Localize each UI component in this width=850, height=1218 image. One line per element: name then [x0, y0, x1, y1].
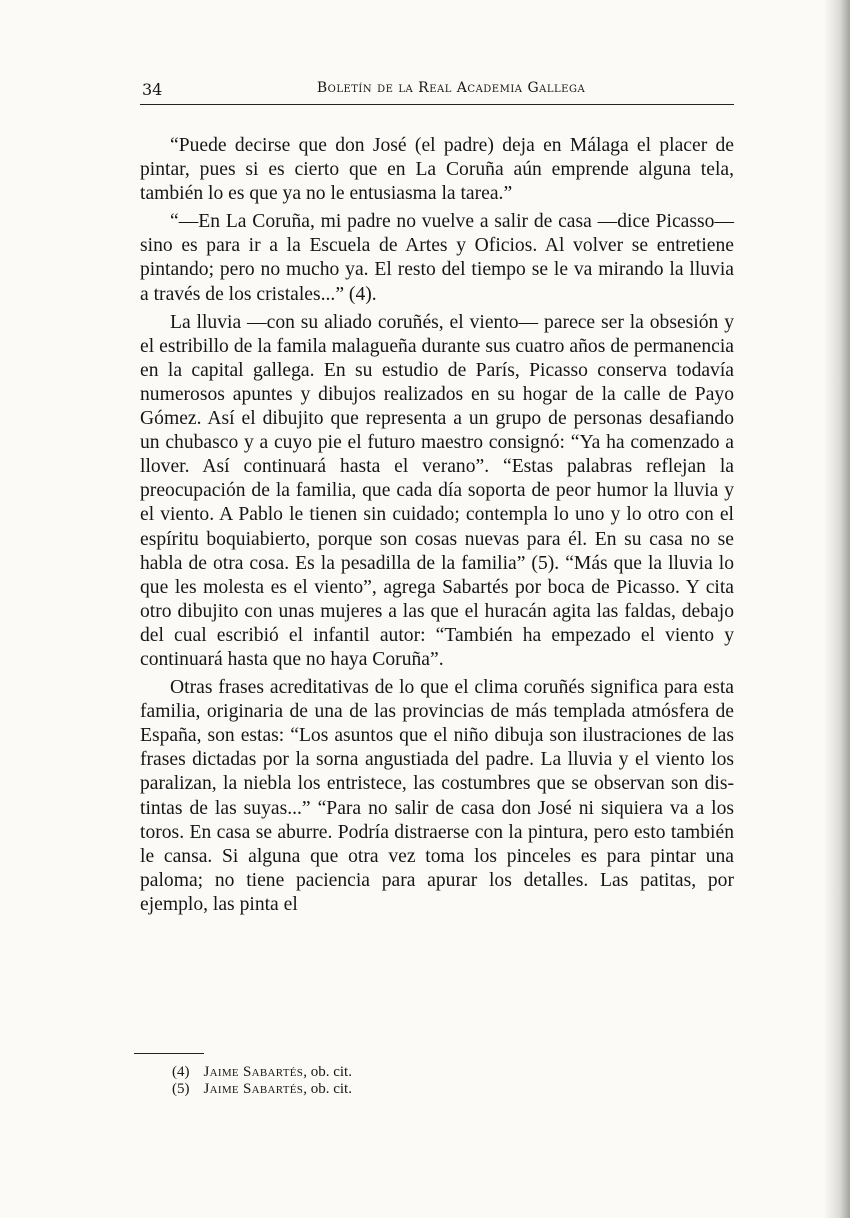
- footnote-author: Jaime Sabartés: [203, 1081, 304, 1097]
- footnote-mark: (5): [172, 1081, 190, 1097]
- footnote-ref: , ob. cit.: [303, 1081, 352, 1097]
- header-rule: [140, 104, 734, 105]
- paragraph-4: Otras frases acreditativas de lo que el clima coruñés significa para esta familia, originaria de una de las provincias de más templada atmósfera de España, son estas: “Los asuntos que el niño dibuja son ilustraciones de las frases dictadas por la sorna angustiada del padre. La lluvia y el viento los paralizan, la niebla los entristece, las costumbres que se observan son distintas de las suyas...” “Para no salir de casa don José ni siquiera va a los toros. En casa se aburre. Podría distraerse con la pintura, pero esto también le cansa. Si alguna que otra vez toma los pinceles es para pintar una paloma; no tiene paciencia para apurar los detalles. Las patitas, por ejemplo, las pinta el: [140, 677, 734, 915]
- scanned-page-edge: [824, 0, 850, 1218]
- paragraph-3: La lluvia —con su aliado coruñés, el viento— parece ser la obsesión y el estribillo de la famila malagueña durante sus cuatro años de permanencia en la capital gallega. En su estudio de París, Picasso conserva todavía numerosos apuntes y dibujos realizados en su hogar de la calle de Payo Gómez. Así el dibujito que representa a un grupo de personas desafiando un chubasco y a cuyo pie el futuro maestro consignó: “Ya ha comenzado a llover. Así continuará hasta el verano”. “Estas palabras reflejan la preocupación de la familia, que cada día soporta de peor humor la lluvia y el viento. A Pablo le tienen sin cuidado; contempla lo uno y lo otro con el espíritu boquiabierto, porque son cosas nuevas para él. En su casa no se habla de otra cosa. Es la pesadilla de la familia” (5). “Más que la lluvia lo que les molesta es el viento”, agrega Sabartés por boca de Picasso. Y cita otro dibujito con unas mujeres a las que el huracán agita las faldas, debajo del cual escribió el infantil autor: “También ha empezado el viento y continuará hasta que no haya Coruña”.: [140, 311, 734, 670]
- running-title: Boletín de la Real Academia Gallega: [316, 80, 586, 96]
- paragraph-2: “—En La Coruña, mi padre no vuelve a salir de casa —dice Picasso— sino es para ir a la Escuela de Artes y Oficios. Al volver se entretiene pintando; pero no mucho ya. El resto del tiempo se le va mirando la lluvia a través de los cristales...” (4).: [140, 211, 734, 305]
- paragraph-1: “Puede decirse que don José (el padre) deja en Málaga el placer de pintar, pues si es cierto que en La Coruña aún emprende alguna tela, también lo es que ya no le entusiasma la tarea.”: [140, 135, 734, 205]
- footnote-rule: [134, 1053, 204, 1054]
- footnote-author: Jaime Sabartés: [203, 1064, 304, 1080]
- footnote-5: [172, 1081, 352, 1098]
- page-header: [138, 78, 734, 102]
- footnotes: [172, 1064, 352, 1098]
- footnote-ref: , ob. cit.: [303, 1064, 352, 1080]
- page-number: 34: [142, 80, 163, 99]
- footnote-4: [172, 1064, 352, 1081]
- body-text: [140, 134, 734, 917]
- footnote-mark: (4): [172, 1064, 190, 1080]
